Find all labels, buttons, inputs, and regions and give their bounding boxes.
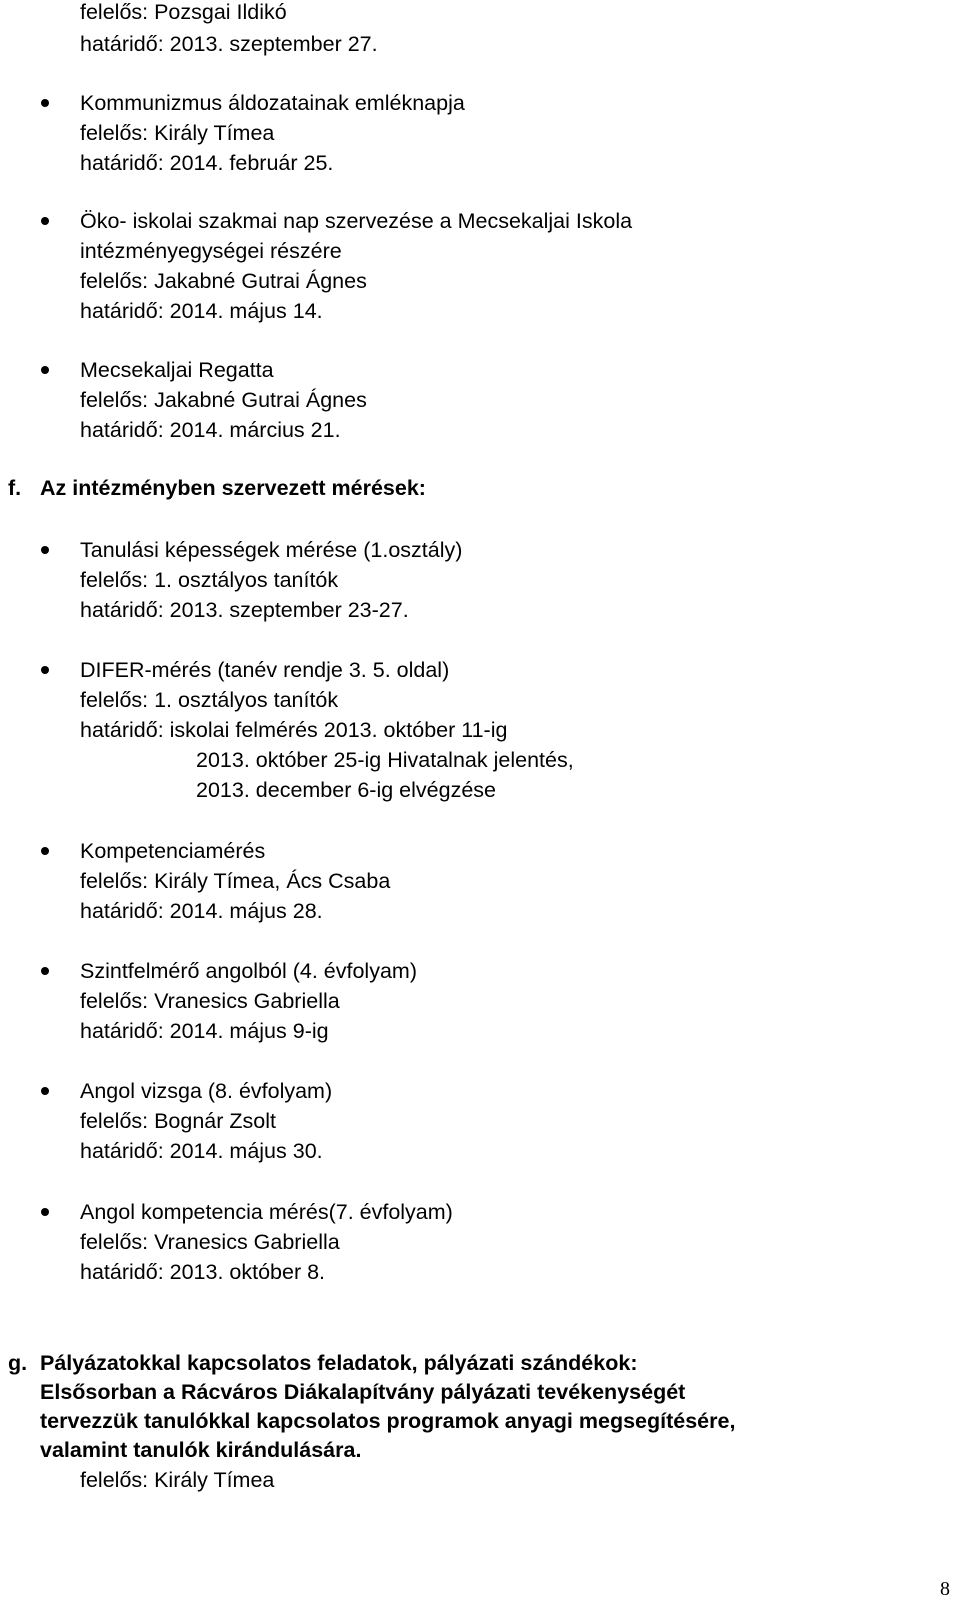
item-title: Szintfelmérő angolból (4. évfolyam): [80, 959, 417, 983]
section-title: Az intézményben szervezett mérések:: [40, 476, 426, 500]
bullet-icon: [41, 847, 49, 855]
item-deadline-continued: 2013. december 6-ig elvégzése: [196, 778, 496, 802]
section-body-line: Elsősorban a Rácváros Diákalapítvány pályázati tevékenységét: [40, 1380, 686, 1404]
item-responsible: felelős: 1. osztályos tanítók: [80, 688, 339, 712]
item-title: Tanulási képességek mérése (1.osztály): [80, 538, 463, 562]
item-deadline: határidő: 2014. május 30.: [80, 1139, 323, 1163]
item-responsible: felelős: Bognár Zsolt: [80, 1109, 276, 1133]
item-responsible: felelős: Király Tímea: [80, 121, 275, 145]
item-title: Mecsekaljai Regatta: [80, 358, 274, 382]
bullet-icon: [41, 1087, 49, 1095]
item-title: Öko- iskolai szakmai nap szervezése a Mecsekaljai Iskola: [80, 209, 633, 233]
bullet-icon: [41, 967, 49, 975]
item-deadline: határidő: 2014. május 28.: [80, 899, 323, 923]
bullet-icon: [41, 99, 49, 107]
item-responsible: felelős: 1. osztályos tanítók: [80, 568, 339, 592]
item-deadline: határidő: 2013. október 8.: [80, 1260, 326, 1284]
item-title: Angol vizsga (8. évfolyam): [80, 1079, 333, 1103]
section-title: Pályázatokkal kapcsolatos feladatok, pályázati szándékok:: [40, 1351, 638, 1375]
item-responsible: felelős: Jakabné Gutrai Ágnes: [80, 388, 367, 412]
item-deadline: határidő: 2014. március 21.: [80, 418, 341, 442]
item-title: DIFER-mérés (tanév rendje 3. 5. oldal): [80, 658, 450, 682]
item-deadline: határidő: 2014. május 14.: [80, 299, 323, 323]
item-deadline: határidő: iskolai felmérés 2013. október 11-ig: [80, 718, 508, 742]
item-title: Kommunizmus áldozatainak emléknapja: [80, 91, 465, 115]
bullet-icon: [41, 217, 49, 225]
item-title: Angol kompetencia mérés(7. évfolyam): [80, 1200, 453, 1224]
bullet-icon: [41, 366, 49, 374]
item-deadline: határidő: 2014. május 9-ig: [80, 1019, 329, 1043]
item-title: Kompetenciamérés: [80, 839, 266, 863]
item-responsible: felelős: Vranesics Gabriella: [80, 989, 340, 1013]
item-deadline: határidő: 2014. február 25.: [80, 151, 334, 175]
item-responsible: felelős: Király Tímea: [80, 1468, 275, 1492]
responsible-line: felelős: Pozsgai Ildikó: [80, 0, 287, 24]
bullet-icon: [41, 546, 49, 554]
section-body-line: valamint tanulók kirándulására.: [40, 1438, 362, 1462]
item-title-continued: intézményegységei részére: [80, 239, 342, 263]
page-number: 8: [940, 1578, 950, 1600]
item-responsible: felelős: Jakabné Gutrai Ágnes: [80, 269, 367, 293]
section-marker: f.: [8, 476, 22, 500]
deadline-line: határidő: 2013. szeptember 27.: [80, 32, 378, 56]
item-responsible: felelős: Király Tímea, Ács Csaba: [80, 869, 391, 893]
bullet-icon: [41, 1208, 49, 1216]
item-deadline: határidő: 2013. szeptember 23-27.: [80, 598, 409, 622]
bullet-icon: [41, 666, 49, 674]
section-marker: g.: [8, 1351, 28, 1375]
item-responsible: felelős: Vranesics Gabriella: [80, 1230, 340, 1254]
item-deadline-continued: 2013. október 25-ig Hivatalnak jelentés,: [196, 748, 574, 772]
section-body-line: tervezzük tanulókkal kapcsolatos programok anyagi megsegítésére,: [40, 1409, 736, 1433]
